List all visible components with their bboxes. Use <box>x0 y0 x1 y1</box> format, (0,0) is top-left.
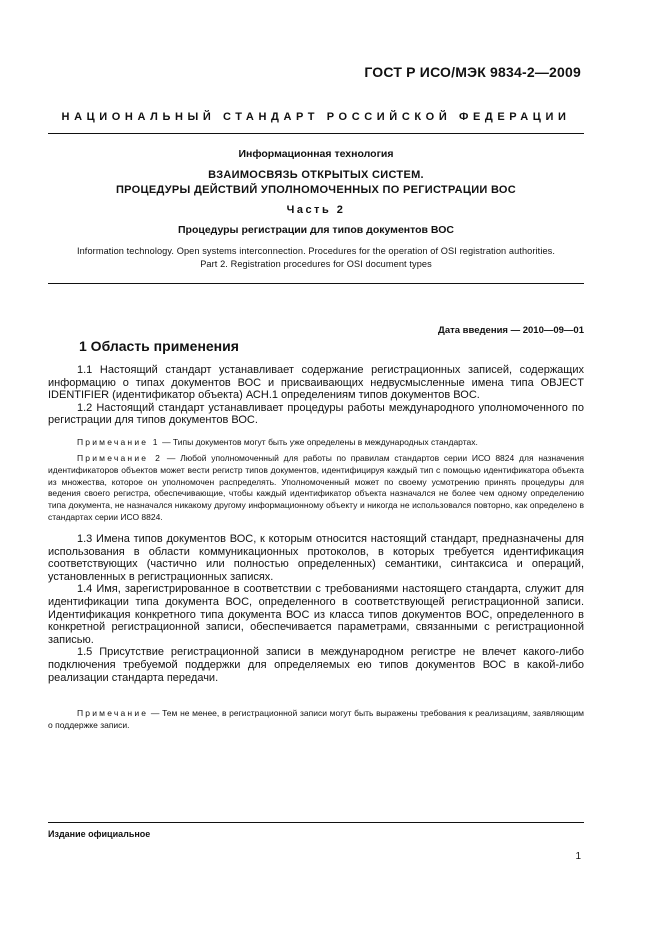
title-english-line1: Information technology. Open systems interconnection. Procedures for the operation of OSI registration authorities. <box>76 246 556 256</box>
national-standard-banner: НАЦИОНАЛЬНЫЙ СТАНДАРТ РОССИЙСКОЙ ФЕДЕРАЦИИ <box>61 111 571 123</box>
title-main-line1: ВЗАИМОСВЯЗЬ ОТКРЫТЫХ СИСТЕМ. <box>208 169 424 181</box>
note-2-label: Примечание 2 <box>77 453 163 463</box>
title-english-line2: Part 2. Registration procedures for OSI document types <box>200 258 432 269</box>
footer-divider <box>48 822 584 823</box>
note-2-text: — Любой уполномоченный для работы по правилам стандартов серии ИСО 8824 для назначения идентификаторов объектов может вести регистр типов документов, идентифицируя каждый тип с помощью идентификатора объекта из множества, которое он уполномочен распределять. Уполномоченный может по своему усмотрению принять процедуры для ведения своего регистра, обеспечивающие, чтобы каждый идентификатор объекта назначался не более чем одному определению типа документа, не назначался никакому другому информационному объекту и никогда не использовался повторно, как определено в стандартах серии ИСО 8824. <box>48 453 584 522</box>
paragraph-1-5: 1.5 Присутствие регистрационной записи в международном регистре не влечет какого-либо подключения требуемой поддержки для определяемых ею типов документов ВОС в какой-либо реализации стандарта передачи. <box>48 646 584 684</box>
note-1 <box>48 437 584 449</box>
title-topic: Информационная технология <box>238 148 394 160</box>
note-3-label: Примечание <box>77 708 149 718</box>
page-number: 1 <box>575 851 581 862</box>
standard-code: ГОСТ Р ИСО/МЭК 9834-2—2009 <box>364 64 581 80</box>
note-2 <box>48 453 584 524</box>
note-3 <box>48 708 584 732</box>
title-part: Часть 2 <box>286 204 346 216</box>
note-3-text: — Тем не менее, в регистрационной записи могут быть выражены требования к реализациям, заявляющим о поддержке записи. <box>48 708 584 730</box>
section-heading: 1 Область применения <box>79 338 239 354</box>
title-main <box>48 168 584 197</box>
section-body-2 <box>48 533 584 684</box>
paragraph-1-3: 1.3 Имена типов документов ВОС, к которым относится настоящий стандарт, предназначены для использования в области коммуникационных протоколов, в которых требуется идентификация соответствующих (частично или полностью определенных) семантики, синтаксиса и операций, установленных в регистрационных записях. <box>48 533 584 583</box>
header-divider <box>48 133 584 134</box>
edition-label: Издание официальное <box>48 829 151 839</box>
title-english <box>48 245 584 270</box>
title-main-line2: ПРОЦЕДУРЫ ДЕЙСТВИЙ УПОЛНОМОЧЕННЫХ ПО РЕГИСТРАЦИИ ВОС <box>115 183 517 196</box>
effective-date: Дата введения — 2010—09—01 <box>438 325 584 336</box>
section-body-1 <box>48 364 584 427</box>
title-divider <box>48 283 584 284</box>
title-subtitle: Процедуры регистрации для типов документов ВОС <box>177 224 454 236</box>
paragraph-1-1: 1.1 Настоящий стандарт устанавливает содержание регистрационных записей, содержащих информацию о типах документов ВОС и присваивающих недвусмысленные имена типа OBJECT IDENTIFIER (идентификатор объекта) АСН.1 определениям типов документов ВОС. <box>48 364 584 402</box>
paragraph-1-4: 1.4 Имя, зарегистрированное в соответствии с требованиями настоящего стандарта, служит для идентификации типа документа ВОС, определенного в соответствующей регистрационной записи. Идентификация конкретного типа документа ВОС из класса типов документов ВОС, определенного в конкретной регистрационной записи, обеспечивается параметрами, связанными с регистрационной записью. <box>48 583 584 646</box>
note-1-label: Примечание 1 <box>77 437 160 447</box>
note-1-text: — Типы документов могут быть уже определены в международных стандартах. <box>159 437 478 447</box>
paragraph-1-2: 1.2 Настоящий стандарт устанавливает процедуры работы международного уполномоченного по регистрации для типов документов ВОС. <box>48 401 584 427</box>
